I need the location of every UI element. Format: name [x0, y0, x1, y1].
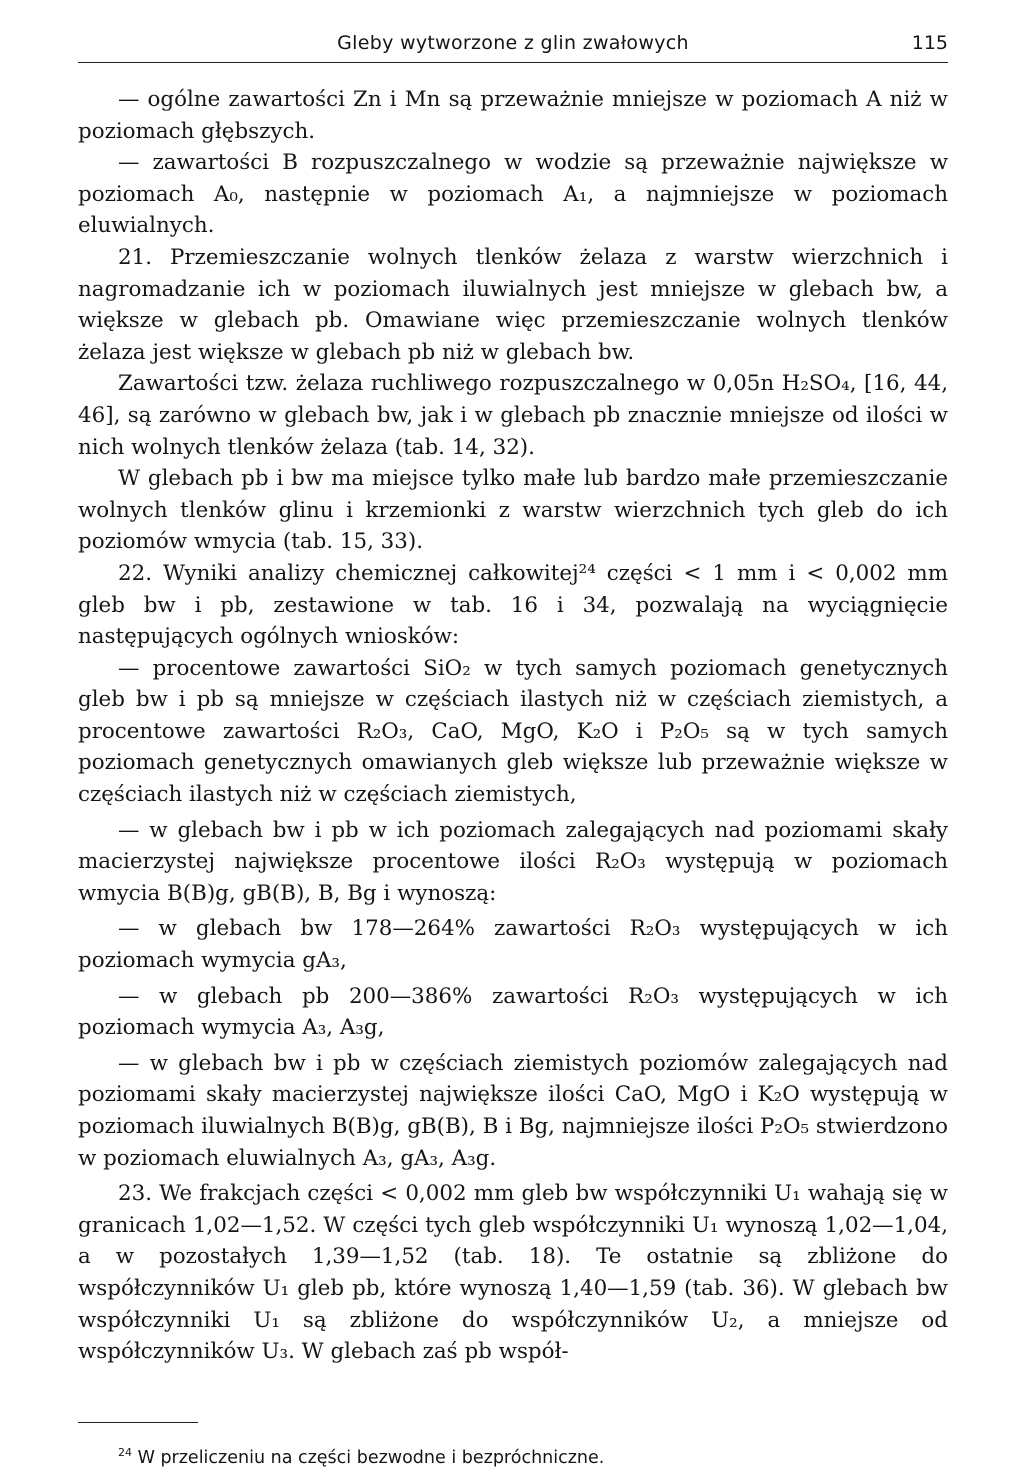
paragraph: — w glebach bw i pb w ich poziomach zalegających nad poziomami skały macierzystej największe procentowe ilości R₂O₃ występują w poziomach wmycia B(B)g, gB(B), B, Bg i wynoszą: — [78, 817, 948, 906]
running-head: Gleby wytworzone z glin zwałowych — [337, 32, 689, 54]
paragraph: 21. Przemieszczanie wolnych tlenków żelaza z warstw wierzchnich i nagromadzanie ich w poziomach iluwialnych jest mniejsze w glebach bw, a większe w glebach pb. Omawiane więc przemieszczanie wolnych tlenków żelaza jest większe w glebach pb niż w glebach bw. — [78, 244, 948, 365]
paragraph: — w glebach bw 178—264% zawartości R₂O₃ występujących w ich poziomach wymycia gA₃, — [78, 916, 948, 974]
paragraph: 23. We frakcjach części < 0,002 mm gleb bw współczynniki U₁ wahają się w granicach 1,02—1,52. W części tych gleb współczynniki U₁ wynoszą 1,02—1,04, a w pozostałych 1,39—1,52 (tab. 18). Te ostatnie są zbliżone do współczynników U₁ gleb pb, które wynoszą 1,40—1,59 (tab. 36). W glebach bw współczynniki U₁ są zbliżone do współczynników U₂, a mniejsze od współczynników U₃. W glebach zaś pb współ- — [78, 1181, 948, 1365]
footnote-marker: 24 — [118, 1446, 132, 1459]
paragraph: — ogólne zawartości Zn i Mn są przeważnie mniejsze w poziomach A niż w poziomach głębszych. — [78, 87, 948, 144]
paragraph: 22. Wyniki analizy chemicznej całkowitej²⁴ części < 1 mm i < 0,002 mm gleb bw i pb, zestawione w tab. 16 i 34, pozwalają na wyciągnięcie następujących ogólnych wniosków: — [78, 560, 948, 650]
paragraph: W glebach pb i bw ma miejsce tylko małe lub bardzo małe przemieszczanie wolnych tlenków glinu i krzemionki z warstw wierzchnich tych gleb do ich poziomów wmycia (tab. 15, 33). — [78, 466, 948, 555]
paragraph: — procentowe zawartości SiO₂ w tych samych poziomach genetycznych gleb bw i pb są mniejsze w częściach ilastych niż w częściach ziemistych, a procentowe zawartości R₂O₃, CaO, MgO, K₂O i P₂O₅ są w tych samych poziomach genetycznych omawianych gleb większe lub przeważnie większe w częściach ilastych niż w częściach ziemistych, — [78, 655, 948, 808]
page-number: 115 — [911, 32, 948, 54]
paragraph: — zawartości B rozpuszczalnego w wodzie są przeważnie największe w poziomach A₀, następnie w poziomach A₁, a najmniejsze w poziomach eluwialnych. — [78, 150, 948, 239]
paragraph: — w glebach pb 200—386% zawartości R₂O₃ występujących w ich poziomach wymycia A₃, A₃g, — [78, 983, 948, 1041]
page-header — [78, 28, 948, 63]
body-text — [78, 84, 948, 1368]
footnote — [118, 1446, 604, 1468]
footnote-text: W przeliczeniu na części bezwodne i bezpróchniczne. — [137, 1447, 605, 1468]
paragraph: — w glebach bw i pb w częściach ziemistych poziomów zalegających nad poziomami skały macierzystej największe ilości CaO, MgO i K₂O występują w poziomach iluwialnych B(B)g, gB(B), B i Bg, najmniejsze ilości P₂O₅ stwierdzono w poziomach eluwialnych A₃, gA₃, A₃g. — [78, 1050, 948, 1171]
footnote-rule — [78, 1422, 198, 1423]
paragraph: Zawartości tzw. żelaza ruchliwego rozpuszczalnego w 0,05n H₂SO₄, [16, 44, 46], są zarówno w glebach bw, jak i w glebach pb znacznie mniejsze od ilości w nich wolnych tlenków żelaza (tab. 14, 32). — [78, 371, 948, 460]
